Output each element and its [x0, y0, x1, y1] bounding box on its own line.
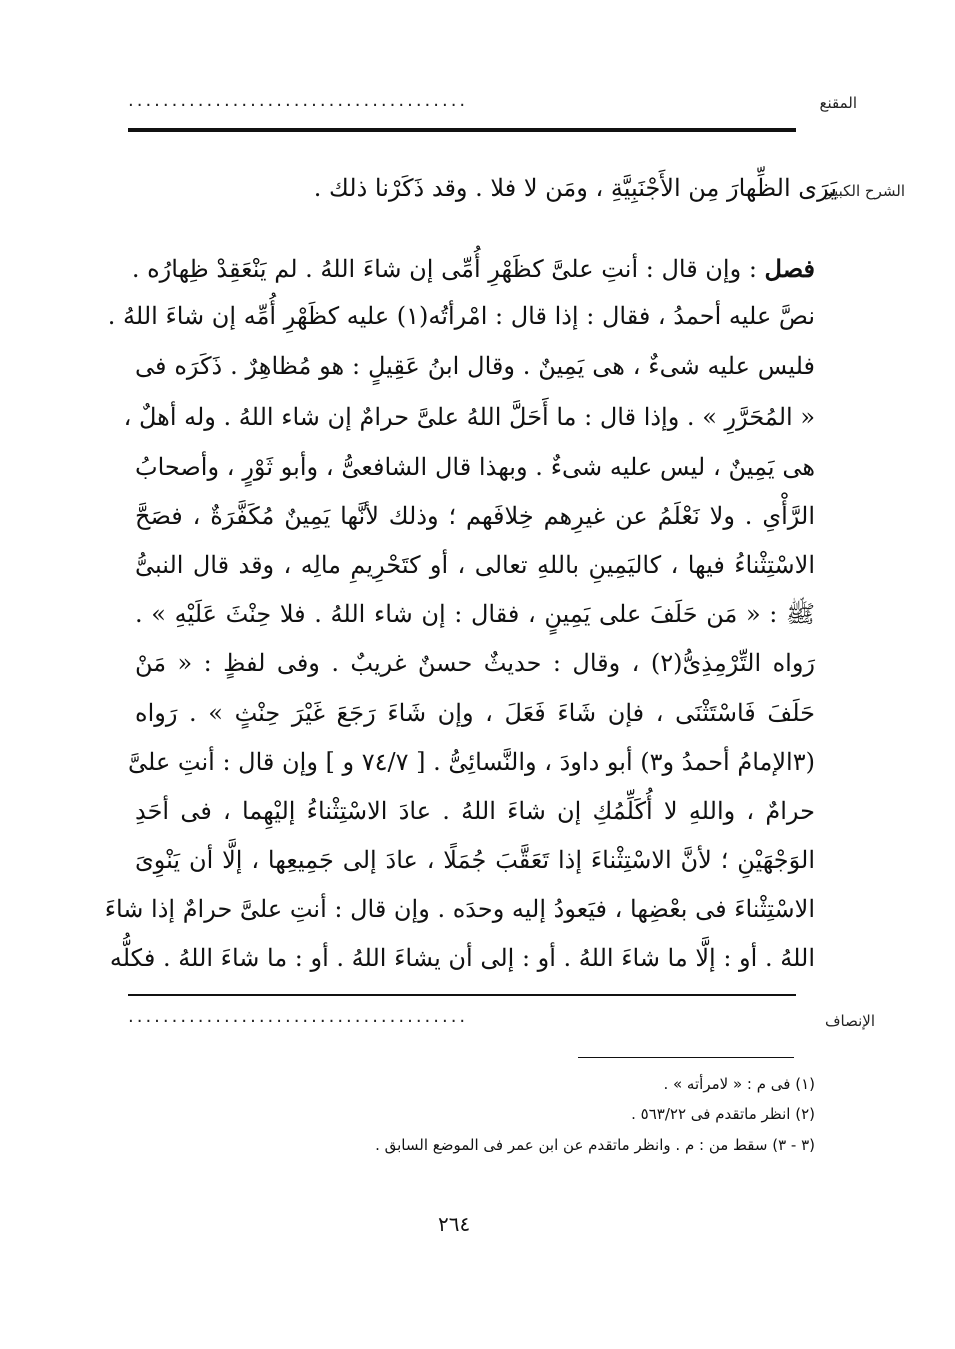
insaf-rule [128, 994, 796, 996]
body-line: الوَجْهَيْنِ ؛ لأنَّ الاسْتِثْناءَ إذا تَعَقَّبَ جُمَلًا ، عادَ إلى جَمِيعِها ، إلَّا أن يَنْوِىَ [135, 846, 815, 874]
footnote: (١) فى م : « لامرأته » . [663, 1075, 815, 1093]
body-line: نصَّ عليه أحمدُ ، فقال : إذا قال : امْرأتُه(١) عليه كظَهْرِ أُمِّه إن شاءَ اللهُ . [107, 302, 815, 330]
header-rule [128, 128, 796, 132]
body-line [131, 254, 815, 283]
header-dots: ....................................... [128, 90, 469, 111]
body-line: حَلَفَ فَاسْتَثْنَى ، فإن شَاءَ فَعَلَ ، وإن شَاءَ رَجَعَ غَيْرَ حِنْثٍ » . رَواه [135, 699, 815, 727]
insaf-label: الإنصاف [824, 1012, 875, 1030]
body-line: « المُحَرَّرِ » . وإذا قال : ما أَحَلَّ اللهُ علىَّ حرامٌ إن شاء اللهُ . وله أهلٌ ، [123, 403, 815, 431]
footnote: (٣ - ٣) سقط من : م . وانظر ماتقدم عن ابن عمر فى الموضع السابق . [375, 1136, 815, 1154]
book-title: المقنع [819, 94, 857, 112]
body-line: رَواه التِّرْمِذِىُّ(٢) ، وقال : حديثٌ حسنٌ غريبٌ . وفى لفظٍ : « مَنْ [135, 649, 815, 677]
body-line: فليس عليه شىءٌ ، هى يَمِينٌ . وقال ابنُ عَقِيلٍ : هو مُظاهِرٌ . ذَكَرَه فى [135, 352, 815, 380]
lead-line: يَرَى الظِّهارَ مِن الأَجْنَبِيَّةِ ، ومَن لا فلا . وقد ذَكَرْنا ذلك . [313, 174, 837, 202]
insaf-dots: ....................................... [128, 1006, 469, 1027]
footnote-rule [578, 1057, 794, 1058]
body-line: (٣الإمامُ أحمدُ و٣) أبو داودَ ، والنَّسائِىُّ . [ ٧٤/٧ و ] وإن قال : أنتِ علىَّ [128, 748, 815, 776]
body-line: الاسْتِثْناءُ فيها ، كاليَمِينِ باللهِ تعالى ، أو كتَحْرِيمِ مالِه ، وقد قال النبىُّ [135, 551, 815, 579]
section-label: الشرح الكبير [825, 182, 905, 200]
body-line-text: : وإن قال : أنتِ علىَّ كظَهْرِ أُمِّى إن شاءَ اللهُ . لم يَنْعَقِدْ ظِهارُه . [131, 255, 765, 283]
page-number: ٢٦٤ [438, 1212, 471, 1236]
body-line: الرَّأْىِ . ولا نَعْلَمُ عن غيرِهم خِلافَهم ؛ وذلك لأنَّها يَمِينٌ مُكَفَّرَةٌ ، فصَحَّ [135, 502, 815, 530]
body-line: الاسْتِثْناءَ فى بعْضِها ، فيَعودُ إليه وحدَه . وإن قال : أنتِ علىَّ حرامٌ إذا شاءَ [104, 895, 815, 923]
body-line: حرامٌ ، واللهِ لا أُكَلِّمُكِ إن شاءَ اللهُ . عادَ الاسْتِثْناءُ إليْهِما ، فى أحَدِ [135, 797, 815, 825]
body-line: اللهُ . أو : إلَّا ما شاءَ اللهُ . أو : إلى أن يشاءَ اللهُ . أو : ما شاءَ اللهُ . فكلُّه [109, 944, 815, 972]
fasl-heading: فصل [764, 254, 815, 283]
body-line: ﷺ : « مَن حَلَفَ على يَمِينٍ ، فقال : إن شاء اللهُ . فلا حِنْثَ عَلَيْهِ » . [135, 600, 815, 628]
body-line: هى يَمِينٌ ، ليس عليه شىءٌ . وبهذا قال الشافعىُّ ، وأبو ثَوْرٍ ، وأصحابُ [135, 453, 815, 481]
footnote: (٢) انظر ماتقدم فى ٥٦٣/٢٢ . [631, 1105, 815, 1123]
